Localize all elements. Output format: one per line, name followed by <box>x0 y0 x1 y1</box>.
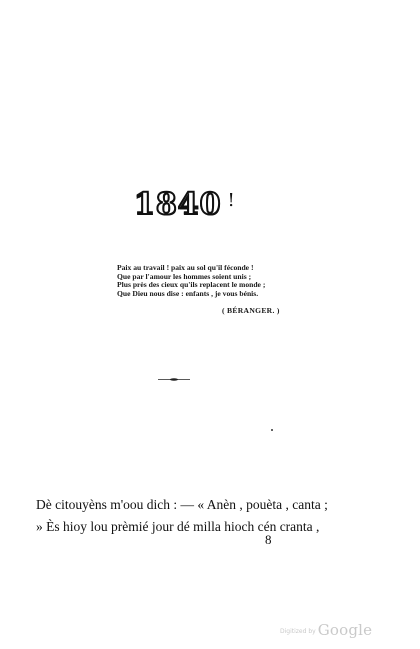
verse <box>36 494 328 538</box>
print-speck <box>271 429 273 431</box>
epigraph-line: Plus près des cieux qu'ils replacent le monde ; <box>117 280 266 290</box>
verse-line: » Ès hioy lou prèmié jour dé milla hioch cén cranta , <box>36 519 320 534</box>
watermark-prefix: Digitized by <box>280 628 316 635</box>
epigraph-line: Que Dieu nous dise : enfants , je vous bénis. <box>117 288 259 298</box>
epigraph-line: Que par l'amour les hommes soient unis ; <box>117 271 252 281</box>
epigraph-line: Paix au travail ! paix au sol qu'il féconde ! <box>117 263 254 272</box>
digitized-watermark <box>280 620 372 639</box>
watermark-brand: Google <box>317 621 373 639</box>
verse-line: Dè citouyèns m'oou dich : — « Anèn , pouèta , canta ; <box>36 497 328 512</box>
page-number: 8 <box>265 532 272 547</box>
ornament-divider-icon <box>158 378 190 381</box>
page-title <box>134 187 236 222</box>
epigraph-attribution: ( BÉRANGER. ) <box>222 306 280 315</box>
epigraph <box>117 264 337 298</box>
title-exclamation: ! <box>227 190 236 211</box>
title-year: 1840 <box>134 187 222 222</box>
